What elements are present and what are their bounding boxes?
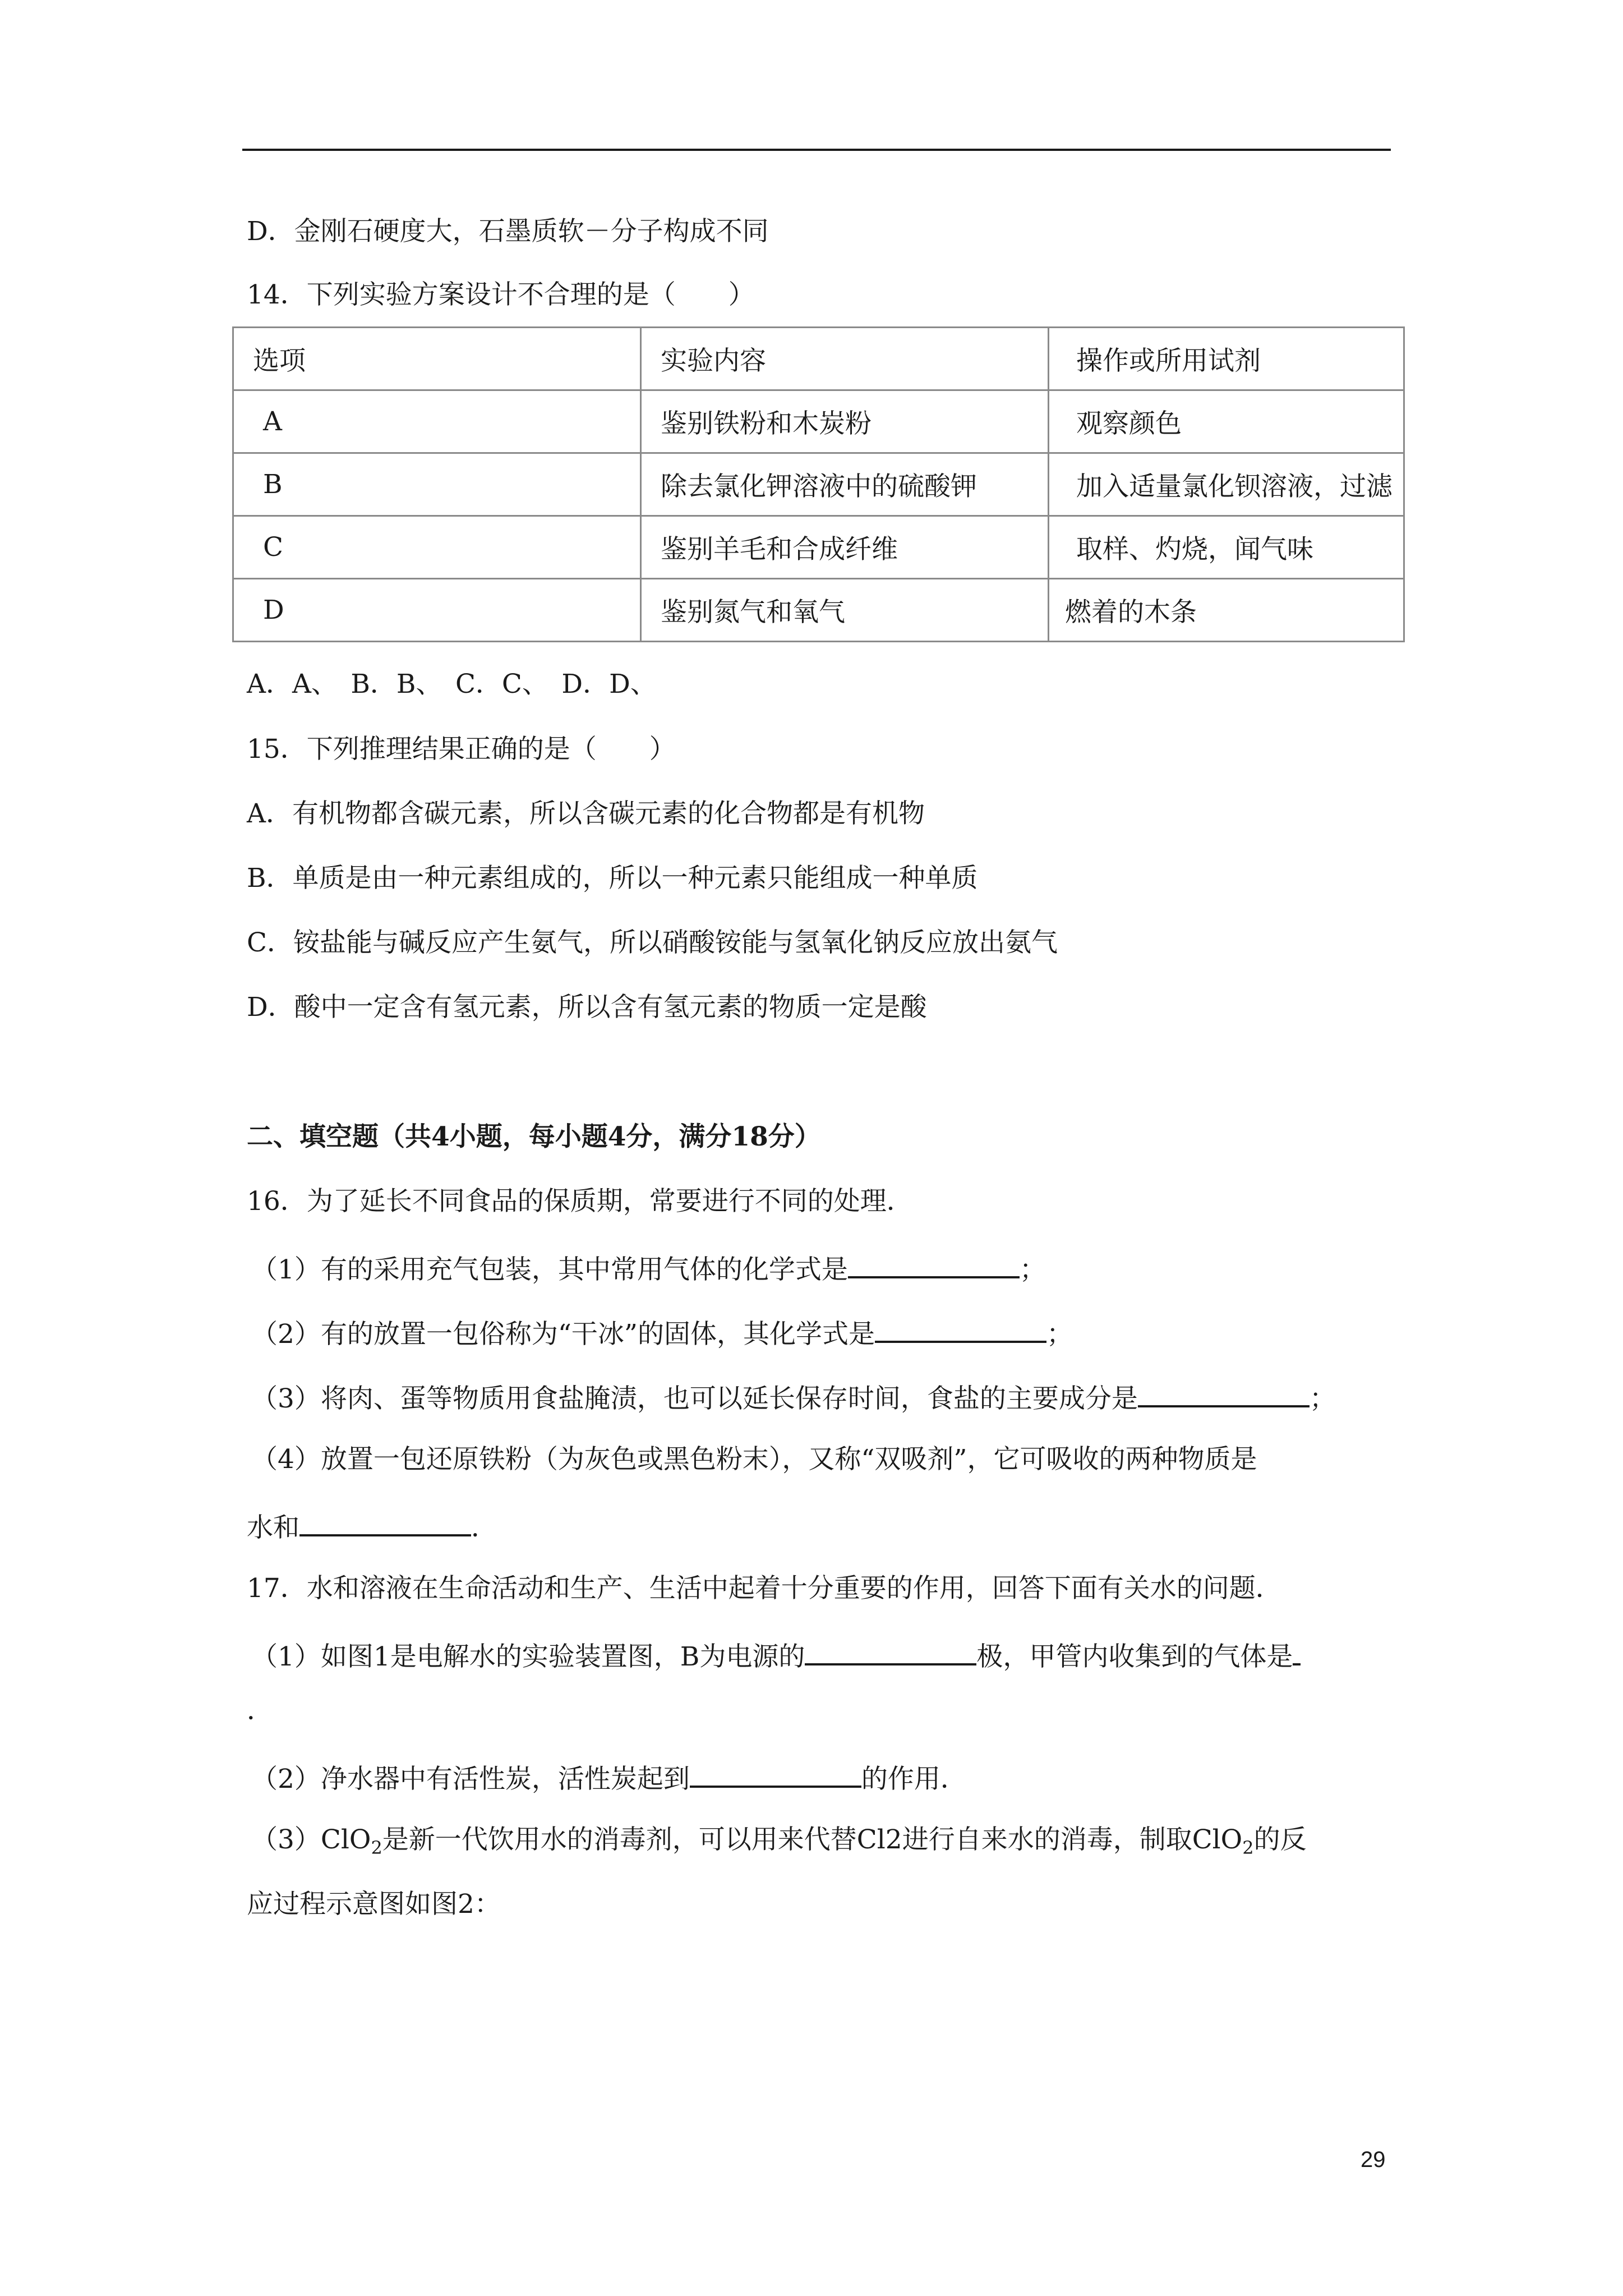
q15-option-c: C．铵盐能与碱反应产生氨气，所以硝酸铵能与氢氧化钠反应放出氨气: [247, 927, 1058, 958]
q14-stem: 14．下列实验方案设计不合理的是（ ）: [247, 279, 755, 310]
table-cell: 燃着的木条: [1049, 579, 1404, 642]
header-rule: [242, 149, 1391, 151]
subscript: 2: [1242, 1837, 1254, 1858]
answer-blank[interactable]: [690, 1759, 861, 1788]
q16-part2-end: ；: [1046, 1319, 1073, 1350]
subscript: 2: [371, 1837, 382, 1858]
table-cell: A: [233, 390, 641, 453]
q16-stem: 16．为了延长不同食品的保质期，常要进行不同的处理．: [247, 1186, 913, 1217]
table-header-cell: 选项: [233, 328, 641, 390]
table-row: [233, 453, 1404, 516]
table-cell: 观察颜色: [1049, 390, 1404, 453]
q15-stem: 15．下列推理结果正确的是（ ）: [247, 734, 676, 765]
q17-part1-end: ．: [247, 1695, 273, 1726]
q16-part3-text: （3）将肉、蛋等物质用食盐腌渍，也可以延长保存时间，食盐的主要成分是: [251, 1383, 1138, 1414]
q16-part1-end: ；: [1019, 1254, 1046, 1285]
q15-option-a: A．有机物都含碳元素，所以含碳元素的化合物都是有机物: [247, 798, 925, 829]
q16-part3: [251, 1378, 1336, 1416]
table-row: [233, 579, 1404, 642]
table-cell: 除去氯化钾溶液中的硫酸钾: [641, 453, 1049, 516]
table-cell: 加入适量氯化钡溶液，过滤: [1049, 453, 1404, 516]
q17-part3-text-c: 的反: [1253, 1824, 1307, 1855]
q17-part3: [251, 1823, 1307, 1865]
q17-part2-end: 的作用．: [861, 1764, 967, 1795]
q16-part4: （4）放置一包还原铁粉（为灰色或黑色粉末），又称“双吸剂”，它可吸收的两种物质是: [251, 1444, 1257, 1475]
q16-part4-end: ．: [471, 1512, 497, 1543]
table-cell: B: [233, 453, 641, 516]
page-number: 29: [1361, 2147, 1386, 2172]
table-cell: 鉴别氮气和氧气: [641, 579, 1049, 642]
answer-blank[interactable]: [805, 1636, 976, 1665]
q14-answers: A．A、 B．B、 C．C、 D．D、: [247, 669, 657, 700]
table-cell: 鉴别羊毛和合成纤维: [641, 516, 1049, 579]
answer-blank[interactable]: [875, 1314, 1046, 1343]
table-header-cell: 操作或所用试剂: [1049, 328, 1404, 390]
q16-part1-text: （1）有的采用充气包装，其中常用气体的化学式是: [251, 1254, 848, 1285]
answer-blank[interactable]: [848, 1249, 1020, 1278]
answer-blank[interactable]: [1293, 1636, 1301, 1665]
q17-part3-cont: 应过程示意图如图2：: [247, 1889, 501, 1920]
q16-part4-cont: [247, 1507, 497, 1545]
q15-option-b: B．单质是由一种元素组成的，所以一种元素只能组成一种单质: [247, 863, 978, 894]
q17-stem: 17．水和溶液在生命活动和生产、生活中起着十分重要的作用，回答下面有关水的问题．: [247, 1573, 1282, 1604]
q17-part3-text-b: 是新一代饮用水的消毒剂，可以用来代替Cl2进行自来水的消毒，制取ClO: [382, 1824, 1243, 1855]
table-header-row: [233, 328, 1404, 390]
q16-part4-cont-text: 水和: [247, 1512, 299, 1543]
q16-part2: [251, 1314, 1073, 1351]
table-cell: 取样、灼烧，闻气味: [1049, 516, 1404, 579]
q17-part2-text: （2）净水器中有活性炭，活性炭起到: [251, 1764, 690, 1795]
q15-option-d: D．酸中一定含有氢元素，所以含有氢元素的物质一定是酸: [247, 992, 927, 1023]
table-cell: 鉴别铁粉和木炭粉: [641, 390, 1049, 453]
q17-part3-text-a: （3）ClO: [251, 1824, 371, 1855]
q14-table: [232, 326, 1405, 642]
q13-option-d: D．金刚石硬度大，石墨质软－分子构成不同: [247, 216, 769, 247]
q17-part1-mid: 极，甲管内收集到的气体是: [976, 1641, 1293, 1672]
table-row: [233, 390, 1404, 453]
section-title: 二、填空题（共4小题，每小题4分，满分18分）: [247, 1121, 821, 1152]
answer-blank[interactable]: [1138, 1378, 1310, 1407]
q16-part2-text: （2）有的放置一包俗称为“干冰”的固体，其化学式是: [251, 1319, 875, 1350]
table-cell: D: [233, 579, 641, 642]
answer-blank[interactable]: [299, 1507, 471, 1536]
table-row: [233, 516, 1404, 579]
q17-part2: [251, 1759, 967, 1796]
q17-part1: [251, 1636, 1301, 1674]
q16-part1: [251, 1249, 1046, 1287]
table-cell: C: [233, 516, 641, 579]
q17-part1-text: （1）如图1是电解水的实验装置图，B为电源的: [251, 1641, 805, 1672]
table-header-cell: 实验内容: [641, 328, 1049, 390]
q16-part3-end: ；: [1309, 1383, 1336, 1414]
